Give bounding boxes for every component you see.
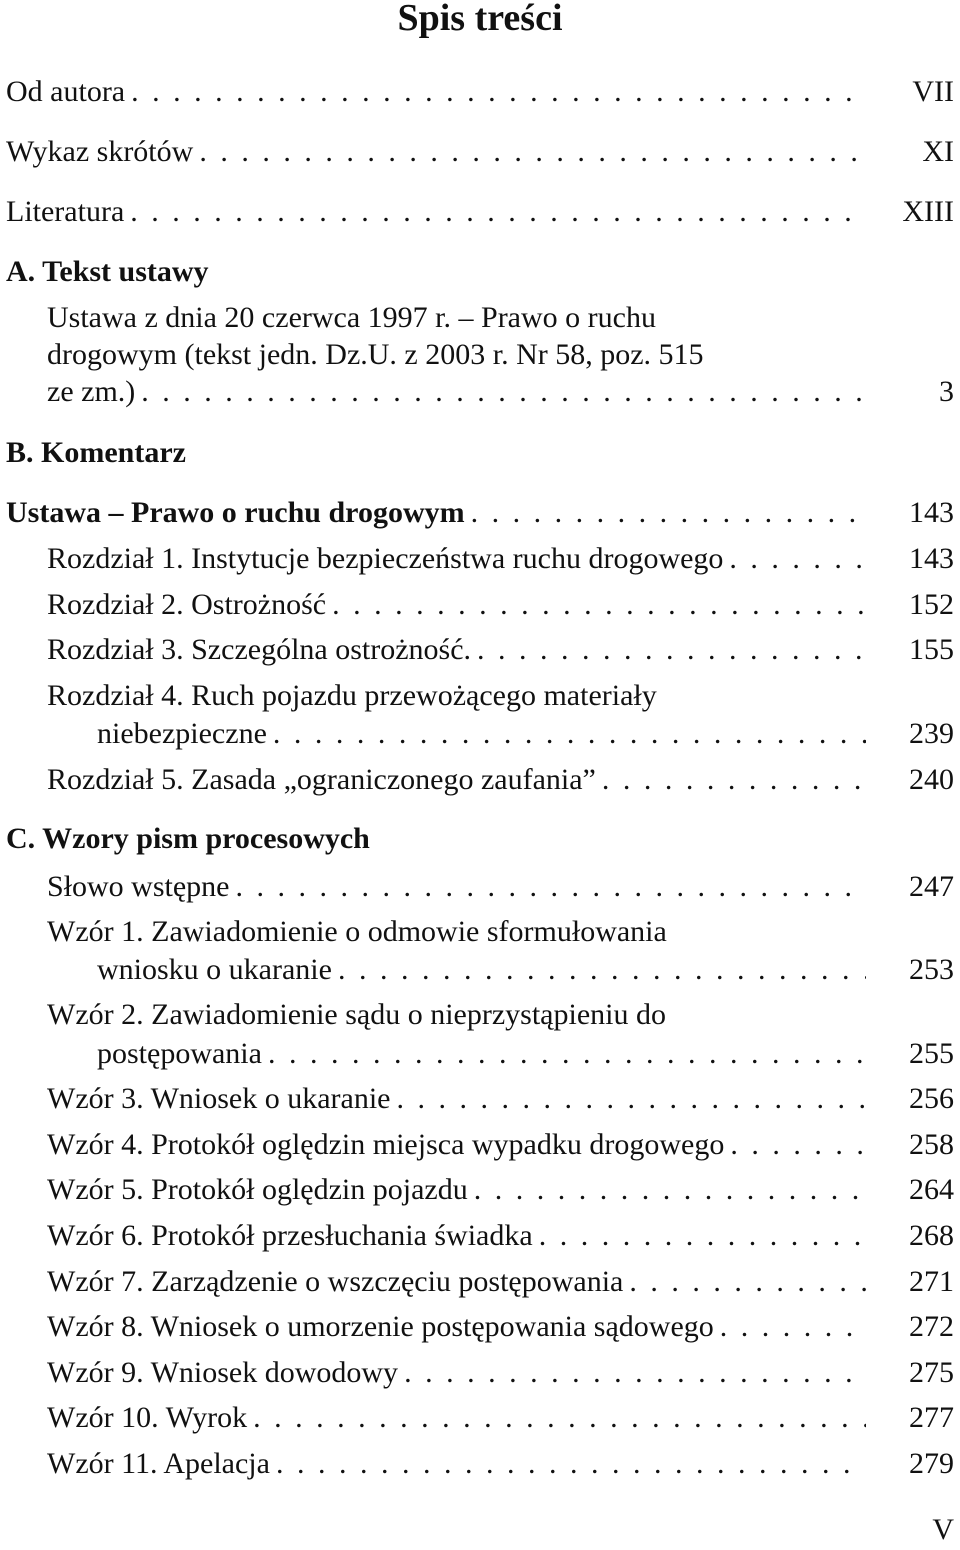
entry-page: 143 <box>909 542 954 575</box>
entry-label: Wzór 8. Wniosek o umorzenie postępowania sądowego <box>47 1310 714 1343</box>
toc-entry-wzor-11[interactable] <box>47 1446 954 1482</box>
entry-page: 239 <box>909 717 954 750</box>
toc-entry-wzor-1[interactable] <box>97 952 954 988</box>
toc-entry-wzor-6[interactable] <box>47 1218 954 1254</box>
entry-page: 258 <box>909 1128 954 1161</box>
entry-page: 256 <box>909 1082 954 1115</box>
entry-label: Wzór 4. Protokół oględzin miejsca wypadku drogowego <box>47 1128 725 1161</box>
entry-label: Wzór 6. Protokół przesłuchania świadka <box>47 1219 533 1252</box>
leader-dots <box>596 762 866 798</box>
entry-page: 272 <box>909 1310 954 1343</box>
toc-entry-od-autora[interactable] <box>6 74 954 110</box>
toc-entry-rozdzial-4[interactable] <box>97 716 954 752</box>
leader-dots <box>125 74 866 110</box>
entry-label: Wykaz skrótów <box>6 135 194 168</box>
entry-label: Wzór 7. Zarządzenie o wszczęciu postępowania <box>47 1265 624 1298</box>
toc-entry-literatura[interactable] <box>6 194 954 230</box>
entry-line: Ustawa z dnia 20 czerwca 1997 r. – Prawo o ruchu <box>47 301 656 334</box>
leader-dots <box>124 194 866 230</box>
toc-entry-rozdzial-3[interactable] <box>47 632 954 668</box>
section-heading-b: B. Komentarz <box>6 436 186 469</box>
entry-label: Rozdział 5. Zasada „ograniczonego zaufania” <box>47 763 596 796</box>
entry-page: 268 <box>909 1219 954 1252</box>
entry-label: ze zm.) <box>47 375 136 408</box>
leader-dots <box>723 541 866 577</box>
entry-label: Wzór 10. Wyrok <box>47 1401 248 1434</box>
leader-dots <box>465 495 866 531</box>
entry-label: postępowania <box>97 1037 262 1070</box>
leader-dots <box>247 1400 866 1436</box>
entry-label: wniosku o ukaranie <box>97 953 332 986</box>
entry-page: 279 <box>909 1447 954 1480</box>
section-heading-a: A. Tekst ustawy <box>6 255 209 288</box>
entry-line: Rozdział 4. Ruch pojazdu przewożącego materiały <box>47 679 657 712</box>
entry-page: XIII <box>902 195 954 228</box>
leader-dots <box>398 1355 866 1391</box>
entry-page: VII <box>912 75 954 108</box>
entry-page: 240 <box>909 763 954 796</box>
toc-entry-wzor-9[interactable] <box>47 1355 954 1391</box>
entry-label: Od autora <box>6 75 126 108</box>
leader-dots <box>471 632 866 668</box>
entry-label: Rozdział 2. Ostrożność <box>47 588 327 621</box>
toc-entry-rozdzial-1[interactable] <box>47 541 954 577</box>
entry-line: drogowym (tekst jedn. Dz.U. z 2003 r. Nr 58, poz. 515 <box>47 338 704 371</box>
toc-entry-wzor-2[interactable] <box>97 1036 954 1072</box>
leader-dots <box>270 1446 866 1482</box>
entry-label: Rozdział 1. Instytucje bezpieczeństwa ruchu drogowego <box>47 542 724 575</box>
toc-entry-wzor-5[interactable] <box>47 1172 954 1208</box>
entry-page: XI <box>922 135 954 168</box>
leader-dots <box>267 716 866 752</box>
leader-dots <box>332 952 866 988</box>
entry-label: Ustawa – Prawo o ruchu drogowym <box>6 496 465 529</box>
entry-page: 264 <box>909 1173 954 1206</box>
entry-label: Literatura <box>6 195 125 228</box>
entry-label: niebezpieczne <box>97 717 267 750</box>
toc-entry-slowo-wstepne[interactable] <box>47 869 954 905</box>
entry-line: Wzór 1. Zawiadomienie o odmowie sformułowania <box>47 915 667 948</box>
page-title: Spis treści <box>397 0 563 39</box>
leader-dots <box>468 1172 866 1208</box>
leader-dots <box>230 869 867 905</box>
entry-page: 155 <box>909 633 954 666</box>
entry-page: 152 <box>909 588 954 621</box>
toc-entry-wzor-3[interactable] <box>47 1081 954 1117</box>
page-number-footer: V <box>932 1513 954 1546</box>
entry-label: Słowo wstępne <box>47 870 230 903</box>
entry-label: Wzór 3. Wniosek o ukaranie <box>47 1082 391 1115</box>
entry-label: Rozdział 3. Szczególna ostrożność. <box>47 633 472 666</box>
entry-page: 143 <box>909 496 954 529</box>
entry-label: Wzór 5. Protokół oględzin pojazdu <box>47 1173 468 1206</box>
leader-dots <box>262 1036 866 1072</box>
toc-entry-wzor-7[interactable] <box>47 1264 954 1300</box>
toc-entry-rozdzial-2[interactable] <box>47 587 954 623</box>
entry-page: 253 <box>909 953 954 986</box>
entry-label: Wzór 9. Wniosek dowodowy <box>47 1356 399 1389</box>
entry-label: Wzór 11. Apelacja <box>47 1447 270 1480</box>
leader-dots <box>623 1264 866 1300</box>
toc-entry-wzor-8[interactable] <box>47 1309 954 1345</box>
toc-entry-ustawa-tekst[interactable] <box>47 374 954 410</box>
toc-entry-rozdzial-5[interactable] <box>47 762 954 798</box>
entry-page: 271 <box>909 1265 954 1298</box>
entry-page: 275 <box>909 1356 954 1389</box>
leader-dots <box>193 134 866 170</box>
entry-page: 3 <box>939 375 954 408</box>
toc-entry-ustawa-komentarz[interactable] <box>6 495 954 531</box>
leader-dots <box>391 1081 867 1117</box>
entry-page: 255 <box>909 1037 954 1070</box>
leader-dots <box>714 1309 866 1345</box>
entry-page: 247 <box>909 870 954 903</box>
leader-dots <box>533 1218 866 1254</box>
leader-dots <box>135 374 866 410</box>
entry-line: Wzór 2. Zawiadomienie sądu o nieprzystąpieniu do <box>47 998 666 1031</box>
toc-entry-wzor-10[interactable] <box>47 1400 954 1436</box>
entry-page: 277 <box>909 1401 954 1434</box>
leader-dots <box>326 587 866 623</box>
toc-entry-wykaz-skrotow[interactable] <box>6 134 954 170</box>
section-heading-c: C. Wzory pism procesowych <box>6 822 370 855</box>
leader-dots <box>724 1127 866 1163</box>
toc-entry-wzor-4[interactable] <box>47 1127 954 1163</box>
